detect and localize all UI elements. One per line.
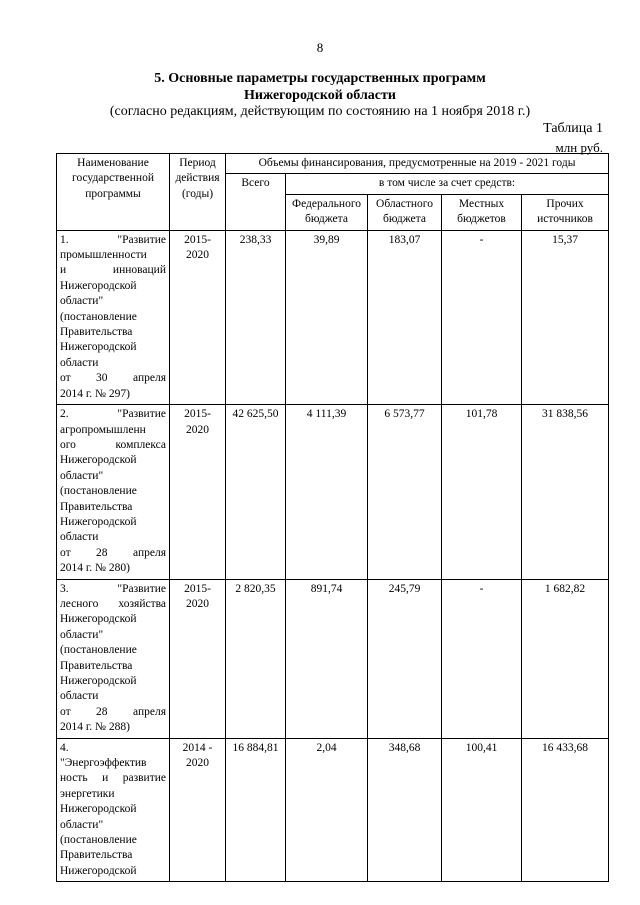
program-name-line: ность и развитие [60,772,166,785]
header-local: Местных бюджетов [442,194,522,230]
local-value-cell: - [442,579,522,738]
program-name-line: лесного хозяйства [60,597,166,610]
regional-value-cell: 348,68 [368,738,442,882]
page-subtitle: (согласно редакциям, действующим по состоянию на 1 ноября 2018 г.) [109,104,531,119]
table-row [57,738,609,882]
program-name-line: 3. "Развитие [60,582,166,595]
header-other: Прочих источников [522,194,609,230]
program-name-line: "Энергоэффектив [60,757,147,770]
program-name-line: (постановление [60,485,137,498]
local-value-cell: 101,78 [442,405,522,579]
program-name-line: 2014 г. № 288) [60,721,130,734]
program-name-line: агропромышленн [60,423,146,436]
program-name-cell [57,405,170,579]
program-name-line: Нижегородской [60,675,137,687]
federal-value-cell: 4 111,39 [286,405,368,579]
period-cell: 2015- 2020 [170,579,226,738]
federal-value-cell: 2,04 [286,738,368,882]
total-value-cell: 2 820,35 [226,579,286,738]
program-name-line: Правительства [60,326,133,339]
other-value-cell: 31 838,56 [522,405,609,579]
program-name-line: 4. [60,741,69,754]
program-name-line: области" [60,469,104,482]
program-name-line: 2014 г. № 297) [60,387,130,400]
period-cell: 2015- 2020 [170,230,226,404]
local-value-cell: - [442,230,522,404]
program-name-line: и инноваций [60,264,166,277]
total-value-cell: 42 625,50 [226,405,286,579]
program-name-line: Нижегородской [60,515,137,528]
page-number: 8 [316,40,324,55]
units-label: млн руб. [555,140,603,155]
other-value-cell: 1 682,82 [522,579,609,738]
program-name-line: Нижегородской [60,613,137,626]
program-name-line: ого комплекса [60,438,166,451]
other-value-cell: 16 433,68 [522,738,609,882]
program-name-line: области [60,531,99,544]
table-row [57,405,609,579]
header-federal: Федерального бюджета [286,194,368,230]
period-cell: 2015- 2020 [170,405,226,579]
program-name-line: от 30 апреля [60,372,166,385]
federal-value-cell: 39,89 [286,230,368,404]
program-name-line: 1. "Развитие [60,233,166,246]
header-including: в том числе за счет средств: [286,174,609,194]
programs-table [56,153,609,882]
program-name-line: области" [60,628,104,641]
other-value-cell: 15,37 [522,230,609,404]
program-name-line: Нижегородской [60,279,137,292]
program-name-cell [57,579,170,738]
program-name-line: Правительства [60,849,133,862]
page-title [0,70,640,104]
regional-value-cell: 183,07 [368,230,442,404]
program-name-line: области" [60,818,104,831]
program-name-line: области [60,690,99,703]
header-funding: Объемы финансирования, предусмотренные на 2019 - 2021 годы [226,154,609,174]
program-name-line: 2014 г. № 280) [60,562,130,575]
period-cell: 2014 - 2020 [170,738,226,882]
program-name-line: (постановление [60,834,137,847]
program-name-line: Нижегородской [60,454,137,467]
header-total: Всего [226,174,286,230]
program-name-line: (постановление [60,644,137,657]
local-value-cell: 100,41 [442,738,522,882]
program-name-line: (постановление [60,310,137,323]
program-name-line: промышленности [60,249,147,262]
regional-value-cell: 245,79 [368,579,442,738]
program-name-cell [57,738,170,882]
program-name-line: от 28 апреля [60,705,166,718]
program-name-line: Нижегородской [60,341,137,354]
program-name-line: Правительства [60,500,133,513]
title-line: 5. Основные параметры государственных программ [154,71,486,86]
programs-table-body [57,230,609,882]
program-name-cell [57,230,170,404]
table-label: Таблица 1 [543,121,603,136]
program-name-line: Правительства [60,659,133,672]
program-name-line: Нижегородской [60,864,137,877]
program-name-line: области" [60,295,104,308]
table-row [57,579,609,738]
header-regional: Областного бюджета [368,194,442,230]
program-name-line: энергетики [60,787,115,800]
program-name-line: 2. "Развитие [60,408,166,421]
program-name-line: от 28 апреля [60,546,166,559]
federal-value-cell: 891,74 [286,579,368,738]
program-name-line: области [60,356,99,369]
title-line: Нижегородской области [244,88,396,103]
total-value-cell: 16 884,81 [226,738,286,882]
table-row [57,230,609,404]
header-period: Период действия (годы) [170,154,226,231]
program-name-line: Нижегородской [60,803,137,816]
total-value-cell: 238,33 [226,230,286,404]
regional-value-cell: 6 573,77 [368,405,442,579]
header-name: Наименование государственной программы [57,154,170,231]
